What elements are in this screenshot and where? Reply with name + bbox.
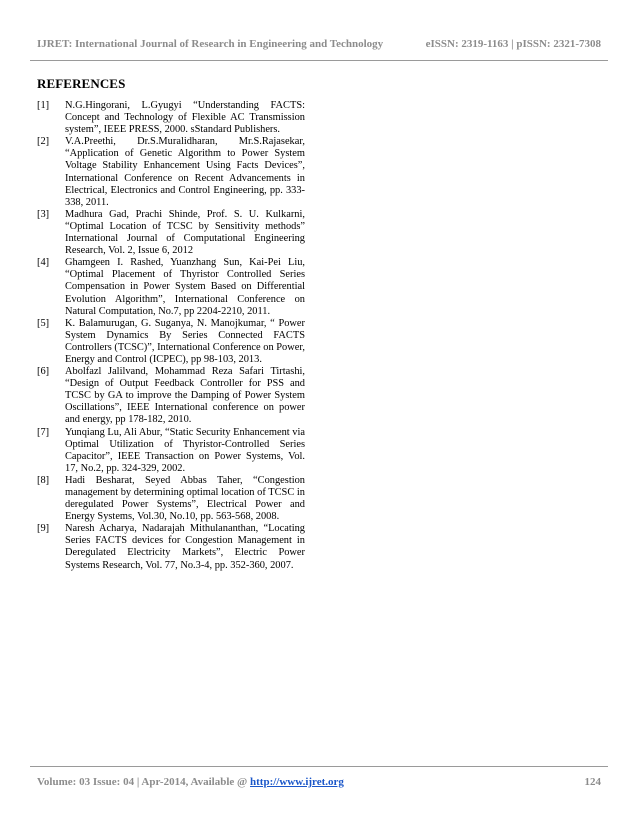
reference-text: V.A.Preethi, Dr.S.Muralidharan, Mr.S.Rajasekar, “Application of Genetic Algorithm to Power System Voltage Stability Enhancement Using Facts Devices”, International Conference on Recent Advancements in Electrical, Electronics and Control Engineering, pp. 333-338, 2011. [65,136,305,208]
footer-divider [30,766,608,767]
references-section [37,76,305,572]
reference-text: Ghamgeen I. Rashed, Yuanzhang Sun, Kai-Pei Liu, “Optimal Placement of Thyristor Controlled Series Compensation in Power System Based on Differential Evolution Algorithm”, International Conference on Natural Computation, No.7, pp 2204-2210, 2011. [65,257,305,317]
journal-link[interactable]: http://www.ijret.org [250,776,344,788]
reference-number: [9] [37,523,50,535]
page-number: 124 [584,776,601,788]
reference-text: Abolfazl Jalilvand, Mohammad Reza Safari Tirtashi, “Design of Output Feedback Controller for PSS and TCSC by GA to improve the Damping of Power System Oscillations”, IEEE International conference on power and energy, pp 178-182, 2010. [65,366,305,426]
running-footer [37,776,601,792]
header-divider [30,60,608,61]
reference-item [37,257,305,317]
reference-text: K. Balamurugan, G. Suganya, N. Manojkumar, “ Power System Dynamics By Series Connected FACTS Controllers (TCSC)”, International Conference on Power, Energy and Control (ICPEC), pp 98-103, 2013. [65,317,305,365]
reference-item [37,209,305,257]
reference-number: [4] [37,257,50,269]
reference-number: [3] [37,208,50,220]
reference-item [37,366,305,426]
reference-item [37,475,305,523]
reference-text: Madhura Gad, Prachi Shinde, Prof. S. U. Kulkarni, “Optimal Location of TCSC by Sensitivity methods” International Journal of Computational Engineering Research, Vol. 2, Issue 6, 2012 [65,208,305,257]
reference-text: Naresh Acharya, Nadarajah Mithulananthan, “Locating Series FACTS devices for Congestion Management in Deregulated Electricity Markets”, Electric Power Systems Research, Vol. 77, No.3-4, pp. 352-360, 2007. [65,523,305,571]
reference-item [37,100,305,136]
reference-number: [5] [37,317,50,329]
reference-item [37,318,305,366]
reference-text: Hadi Besharat, Seyed Abbas Taher, “Congestion management by determining optimal location of TCSC in deregulated Power Systems”, Electrical Power and Energy Systems, Vol.30, No.10, pp. 563-568, 2008. [65,474,305,523]
reference-number: [2] [37,136,50,148]
footer-volume-info [37,776,344,788]
references-heading: REFERENCES [37,76,126,91]
volume-text: Volume: 03 Issue: 04 | Apr-2014, Available @ [37,776,251,788]
reference-item [37,427,305,475]
reference-list [37,100,305,572]
reference-text: N.G.Hingorani, L.Gyugyi “Understanding FACTS: Concept and Technology of Flexible AC Transmission system”, IEEE PRESS, 2000. sStandard Publishers. [65,100,305,136]
reference-text: Yunqiang Lu, Ali Abur, “Static Security Enhancement via Optimal Utilization of Thyristor-Controlled Series Capacitor”, IEEE Transaction on Power Systems, Vol. 17, No.2, pp. 324-329, 2002. [65,426,305,474]
running-header [37,38,601,54]
issn-numbers: eISSN: 2319-1163 | pISSN: 2321-7308 [425,38,601,50]
reference-number: [7] [37,426,50,438]
journal-name: IJRET: International Journal of Research in Engineering and Technology [37,38,384,50]
reference-number: [1] [37,100,50,111]
reference-number: [8] [37,474,50,486]
reference-item [37,523,305,571]
reference-number: [6] [37,366,50,378]
reference-item [37,136,305,209]
